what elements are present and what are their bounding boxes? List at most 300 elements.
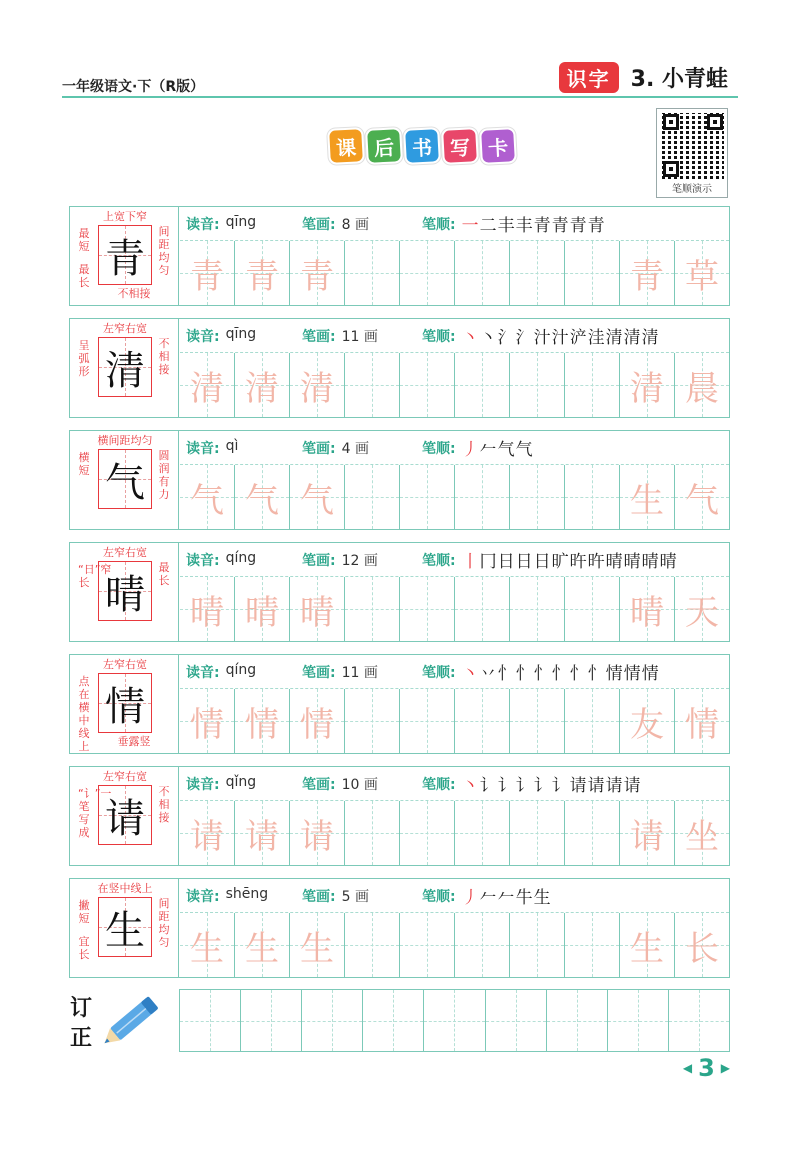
stroke-step: 清 [641, 328, 660, 348]
lesson-title: 3. 小青蛙 [630, 67, 728, 92]
trace-character: 请 [190, 816, 224, 857]
banner-char: 后 [365, 127, 403, 165]
writing-tip: 最长 [158, 561, 170, 587]
character-info [180, 767, 729, 801]
practice-cell[interactable] [455, 577, 510, 641]
pinyin-value: qíng [225, 661, 257, 678]
stroke-step: 旷 [551, 552, 570, 572]
practice-cell[interactable] [510, 689, 565, 753]
correction-cell[interactable] [302, 990, 363, 1051]
model-character-cell [70, 319, 179, 417]
practice-cell[interactable] [290, 241, 345, 305]
trace-character: 请 [630, 816, 664, 857]
stroke-step: 氵 [515, 328, 534, 348]
stroke-step: 𠂉 [479, 440, 498, 460]
stroke-step: 清 [623, 328, 642, 348]
reading-label: 读音: [186, 216, 220, 233]
model-character: 青 [105, 235, 145, 282]
stroke-step: 气 [515, 440, 534, 460]
trace-character: 晴 [245, 592, 279, 633]
writing-tip: 点在横中线上 [78, 675, 90, 753]
stroke-count-value: 11 画 [341, 664, 378, 681]
stroke-order-label: 笔顺: [422, 664, 456, 681]
prev-page-icon[interactable]: ◀ [682, 1061, 693, 1075]
stroke-order-sequence [462, 771, 642, 796]
practice-cell[interactable] [235, 241, 290, 305]
stroke-step: 丿 [461, 888, 480, 908]
practice-cell[interactable] [180, 801, 235, 865]
stroke-order-label: 笔顺: [422, 552, 456, 569]
practice-cell[interactable] [290, 353, 345, 417]
writing-tip: 间距均匀 [158, 897, 170, 949]
tian-grid-box [98, 449, 152, 509]
qr-label: 笔顺演示 [672, 184, 712, 195]
stroke-step: 情 [605, 664, 624, 684]
stroke-step: 讠 [533, 776, 552, 796]
character-row [69, 542, 730, 642]
trace-character: 气 [245, 480, 279, 521]
tian-grid-box [98, 897, 152, 957]
correction-grid[interactable] [179, 989, 730, 1052]
banner-char: 书 [403, 127, 441, 165]
stroke-step: 旿 [569, 552, 588, 572]
stroke-step: 日 [497, 552, 516, 572]
practice-cell[interactable] [235, 689, 290, 753]
trace-character: 情 [685, 704, 719, 745]
practice-grid [180, 801, 729, 865]
trace-character: 生 [300, 928, 334, 969]
practice-cell[interactable] [510, 465, 565, 529]
stroke-count-value: 11 画 [341, 328, 378, 345]
practice-cell[interactable] [455, 801, 510, 865]
model-character: 请 [105, 795, 145, 842]
trace-character: 青 [190, 256, 224, 297]
practice-cell[interactable] [455, 241, 510, 305]
stroke-step: 汁 [533, 328, 552, 348]
qr-finder-icon [663, 161, 679, 177]
stroke-order-label: 笔顺: [422, 216, 456, 233]
pinyin-value: qǐng [225, 773, 257, 790]
writing-tip: 上宽下窄 [103, 210, 147, 223]
practice-cell[interactable] [510, 801, 565, 865]
practice-grid [180, 465, 729, 529]
correction-cell[interactable] [486, 990, 547, 1051]
writing-tip: 最短 [78, 227, 90, 253]
stroke-count-value: 10 画 [341, 776, 378, 793]
practice-cell[interactable] [565, 353, 620, 417]
stroke-step: 情 [641, 664, 660, 684]
practice-cell[interactable] [675, 465, 729, 529]
stroke-step: 日 [515, 552, 534, 572]
correction-cell[interactable] [547, 990, 608, 1051]
writing-tip: 圆润有力 [158, 449, 170, 501]
writing-tip: 不相接 [158, 785, 170, 824]
stroke-step: 一 [461, 216, 480, 236]
stroke-order-label: 笔顺: [422, 440, 456, 457]
stroke-step: 浐 [569, 328, 588, 348]
writing-tip: 在竖中线上 [97, 882, 153, 895]
practice-cell[interactable] [565, 241, 620, 305]
stroke-step: 讠 [497, 776, 516, 796]
practice-cell[interactable] [400, 577, 455, 641]
character-row [69, 878, 730, 978]
stroke-count-label: 笔画: [302, 440, 336, 457]
stroke-step: 氵 [497, 328, 516, 348]
stroke-step: 情 [623, 664, 642, 684]
stroke-count-label: 笔画: [302, 664, 336, 681]
pinyin-value: shēng [225, 885, 269, 902]
practice-cell[interactable] [345, 801, 400, 865]
trace-character: 草 [685, 256, 719, 297]
trace-character: 清 [630, 368, 664, 409]
page-number-value: 3 [698, 1054, 715, 1082]
stroke-step: 气 [497, 440, 516, 460]
practice-cell[interactable] [455, 689, 510, 753]
practice-cell[interactable] [290, 577, 345, 641]
stroke-step: 丶 [479, 328, 498, 348]
pinyin-value: qīng [225, 325, 257, 342]
model-character-cell [70, 207, 179, 305]
book-title: 一年级语文·下（R版） [62, 79, 205, 95]
trace-character: 青 [245, 256, 279, 297]
practice-cell[interactable] [290, 801, 345, 865]
stroke-step: 冂 [479, 552, 498, 572]
trace-character: 长 [685, 928, 719, 969]
stroke-order-sequence [462, 435, 534, 460]
stroke-step: 二 [479, 216, 498, 236]
practice-cell[interactable] [620, 241, 675, 305]
practice-cell[interactable] [400, 801, 455, 865]
reading-label: 读音: [186, 440, 220, 457]
correction-cell[interactable] [241, 990, 302, 1051]
practice-grid [180, 913, 729, 977]
model-character: 情 [105, 683, 145, 730]
trace-character: 生 [630, 480, 664, 521]
practice-cell[interactable] [400, 241, 455, 305]
stroke-step: 晴 [659, 552, 678, 572]
practice-cell[interactable] [400, 913, 455, 977]
stroke-step: 丨 [461, 552, 480, 572]
practice-cell[interactable] [510, 241, 565, 305]
writing-tip: 间距均匀 [158, 225, 170, 277]
writing-tip: 左窄右宽 [103, 658, 147, 671]
writing-tip: 不相接 [117, 287, 151, 300]
practice-cell[interactable] [455, 913, 510, 977]
practice-cell[interactable] [675, 801, 729, 865]
reading-label: 读音: [186, 552, 220, 569]
practice-cell[interactable] [510, 913, 565, 977]
practice-cell[interactable] [675, 689, 729, 753]
character-row [69, 654, 730, 754]
practice-cell[interactable] [290, 465, 345, 529]
practice-cell[interactable] [455, 353, 510, 417]
trace-character: 友 [630, 704, 664, 745]
stroke-order-sequence [462, 323, 660, 348]
trace-character: 生 [630, 928, 664, 969]
header-divider [62, 96, 738, 98]
practice-cell[interactable] [675, 241, 729, 305]
banner-char: 卡 [479, 127, 517, 165]
trace-character: 情 [245, 704, 279, 745]
stroke-step: 旿 [587, 552, 606, 572]
stroke-step: 忄 [551, 664, 570, 684]
stroke-count-label: 笔画: [302, 552, 336, 569]
trace-character: 青 [300, 256, 334, 297]
stroke-step: 青 [587, 216, 606, 236]
model-character: 生 [105, 907, 145, 954]
qr-finder-icon [663, 114, 679, 130]
pinyin-value: qì [225, 437, 239, 454]
practice-cell[interactable] [235, 465, 290, 529]
practice-cell[interactable] [400, 465, 455, 529]
stroke-step: 晴 [641, 552, 660, 572]
stroke-count-label: 笔画: [302, 888, 336, 905]
tian-grid-box [98, 225, 152, 285]
stroke-step: 生 [533, 888, 552, 908]
reading-label: 读音: [186, 328, 220, 345]
trace-character: 清 [300, 368, 334, 409]
stroke-step: 忄 [533, 664, 552, 684]
practice-cell[interactable] [620, 689, 675, 753]
next-page-icon[interactable]: ▶ [720, 1061, 730, 1075]
tian-grid-box [98, 785, 152, 845]
practice-cell[interactable] [180, 913, 235, 977]
stroke-step: 牛 [515, 888, 534, 908]
practice-cell[interactable] [565, 465, 620, 529]
practice-cell[interactable] [620, 465, 675, 529]
character-row [69, 430, 730, 530]
stroke-order-label: 笔顺: [422, 888, 456, 905]
stroke-step: 青 [569, 216, 588, 236]
trace-character: 清 [190, 368, 224, 409]
writing-tip: “日”窄长 [78, 563, 112, 589]
stroke-step: 晴 [605, 552, 624, 572]
pencil-icon [100, 986, 170, 1052]
correction-label: 订正 [70, 996, 93, 1051]
stroke-step: 请 [587, 776, 606, 796]
tian-grid-box [98, 337, 152, 397]
trace-character: 青 [630, 256, 664, 297]
tian-grid-box [98, 561, 152, 621]
stroke-step: 丶 [461, 776, 480, 796]
trace-character: 晴 [190, 592, 224, 633]
writing-tip: 最长 [78, 263, 90, 289]
section-banner [328, 128, 516, 164]
character-info [180, 319, 729, 353]
writing-tip: 横短 [78, 451, 90, 477]
practice-cell[interactable] [620, 353, 675, 417]
practice-cell[interactable] [620, 913, 675, 977]
character-info [180, 655, 729, 689]
writing-tip: 宜长 [78, 935, 90, 961]
model-character-cell [70, 879, 179, 977]
practice-cell[interactable] [675, 913, 729, 977]
practice-cell[interactable] [180, 465, 235, 529]
correction-cell[interactable] [180, 990, 241, 1051]
practice-cell[interactable] [455, 465, 510, 529]
practice-cell[interactable] [345, 465, 400, 529]
category-badge: 识字 [559, 62, 619, 93]
stroke-count-value: 5 画 [341, 888, 369, 905]
character-info [180, 543, 729, 577]
model-character-cell [70, 543, 179, 641]
practice-cell[interactable] [235, 577, 290, 641]
practice-cell[interactable] [565, 801, 620, 865]
correction-cell[interactable] [424, 990, 485, 1051]
stroke-step: 𠂉 [497, 888, 516, 908]
practice-cell[interactable] [620, 577, 675, 641]
banner-char: 写 [441, 127, 479, 165]
stroke-step: 丰 [497, 216, 516, 236]
writing-tip: 呈弧形 [78, 339, 90, 378]
character-info [180, 207, 729, 241]
stroke-step: 忄 [587, 664, 606, 684]
lesson-header [559, 62, 728, 93]
practice-cell[interactable] [180, 353, 235, 417]
trace-character: 情 [190, 704, 224, 745]
practice-cell[interactable] [290, 913, 345, 977]
stroke-step: 忄 [569, 664, 588, 684]
writing-tip: 左窄右宽 [103, 546, 147, 559]
stroke-step: 丰 [515, 216, 534, 236]
stroke-count-label: 笔画: [302, 216, 336, 233]
character-row [69, 318, 730, 418]
pinyin-value: qīng [225, 213, 257, 230]
practice-cell[interactable] [675, 353, 729, 417]
writing-tip: 左窄右宽 [103, 770, 147, 783]
reading-label: 读音: [186, 888, 220, 905]
practice-cell[interactable] [345, 577, 400, 641]
stroke-order-label: 笔顺: [422, 776, 456, 793]
practice-cell[interactable] [565, 689, 620, 753]
tian-grid-box [98, 673, 152, 733]
practice-cell[interactable] [345, 913, 400, 977]
trace-character: 晴 [630, 592, 664, 633]
stroke-count-value: 8 画 [341, 216, 369, 233]
writing-tip: 不相接 [158, 337, 170, 376]
stroke-step: 丿 [461, 440, 480, 460]
trace-character: 生 [190, 928, 224, 969]
page-number [683, 1054, 730, 1082]
trace-character: 请 [300, 816, 334, 857]
trace-character: 气 [300, 480, 334, 521]
character-info [180, 431, 729, 465]
model-character: 清 [105, 347, 145, 394]
stroke-step: 请 [623, 776, 642, 796]
stroke-order-sequence [462, 659, 660, 684]
stroke-step: 讠 [551, 776, 570, 796]
trace-character: 气 [685, 480, 719, 521]
trace-character: 清 [245, 368, 279, 409]
writing-tip: “讠”一笔写成 [78, 787, 112, 839]
stroke-step: 洼 [587, 328, 606, 348]
practice-grid [180, 577, 729, 641]
stroke-count-label: 笔画: [302, 328, 336, 345]
stroke-step: 清 [605, 328, 624, 348]
practice-cell[interactable] [345, 241, 400, 305]
practice-cell[interactable] [675, 577, 729, 641]
trace-character: 坐 [685, 816, 719, 857]
trace-character: 晴 [300, 592, 334, 633]
banner-char: 课 [327, 127, 365, 165]
practice-cell[interactable] [235, 913, 290, 977]
reading-label: 读音: [186, 664, 220, 681]
stroke-count-value: 4 画 [341, 440, 369, 457]
practice-cell[interactable] [345, 353, 400, 417]
correction-cell[interactable] [669, 990, 729, 1051]
stroke-step: 日 [533, 552, 552, 572]
character-info [180, 879, 729, 913]
character-row [69, 206, 730, 306]
practice-cell[interactable] [510, 577, 565, 641]
practice-cell[interactable] [510, 353, 565, 417]
stroke-step: 讠 [479, 776, 498, 796]
trace-character: 情 [300, 704, 334, 745]
trace-character: 生 [245, 928, 279, 969]
stroke-step: 青 [533, 216, 552, 236]
stroke-step: 请 [605, 776, 624, 796]
stroke-step: 青 [551, 216, 570, 236]
model-character: 晴 [105, 571, 145, 618]
practice-grid [180, 241, 729, 305]
writing-tip: 横间距均匀 [97, 434, 153, 447]
practice-cell[interactable] [565, 913, 620, 977]
qr-code-panel[interactable] [656, 108, 728, 198]
writing-tip: 撇短 [78, 899, 90, 925]
stroke-step: 忄 [515, 664, 534, 684]
practice-cell[interactable] [400, 353, 455, 417]
trace-character: 天 [685, 592, 719, 633]
practice-cell[interactable] [565, 577, 620, 641]
reading-label: 读音: [186, 776, 220, 793]
practice-cell[interactable] [180, 241, 235, 305]
stroke-step: 丶 [461, 664, 480, 684]
stroke-step: 请 [569, 776, 588, 796]
stroke-count-value: 12 画 [341, 552, 378, 569]
stroke-step: 晴 [623, 552, 642, 572]
practice-grid [180, 689, 729, 753]
model-character-cell [70, 767, 179, 865]
correction-cell[interactable] [363, 990, 424, 1051]
correction-cell[interactable] [608, 990, 669, 1051]
practice-cell[interactable] [620, 801, 675, 865]
practice-cell[interactable] [180, 689, 235, 753]
trace-character: 请 [245, 816, 279, 857]
stroke-step: 丶 [461, 328, 480, 348]
practice-cell[interactable] [235, 353, 290, 417]
stroke-step: 𠂉 [479, 888, 498, 908]
practice-cell[interactable] [235, 801, 290, 865]
practice-cell[interactable] [290, 689, 345, 753]
stroke-order-sequence [462, 547, 678, 572]
stroke-order-sequence [462, 211, 606, 236]
stroke-count-label: 笔画: [302, 776, 336, 793]
stroke-step: 汁 [551, 328, 570, 348]
model-character: 气 [105, 459, 145, 506]
practice-grid [180, 353, 729, 417]
practice-cell[interactable] [345, 689, 400, 753]
writing-tip: 垂露竖 [117, 735, 151, 748]
model-character-cell [70, 655, 179, 753]
trace-character: 气 [190, 480, 224, 521]
writing-tip: 左窄右宽 [103, 322, 147, 335]
trace-character: 晨 [685, 368, 719, 409]
practice-cell[interactable] [400, 689, 455, 753]
pinyin-value: qíng [225, 549, 257, 566]
qr-finder-icon [707, 114, 723, 130]
practice-cell[interactable] [180, 577, 235, 641]
stroke-step: 丷 [479, 664, 498, 684]
